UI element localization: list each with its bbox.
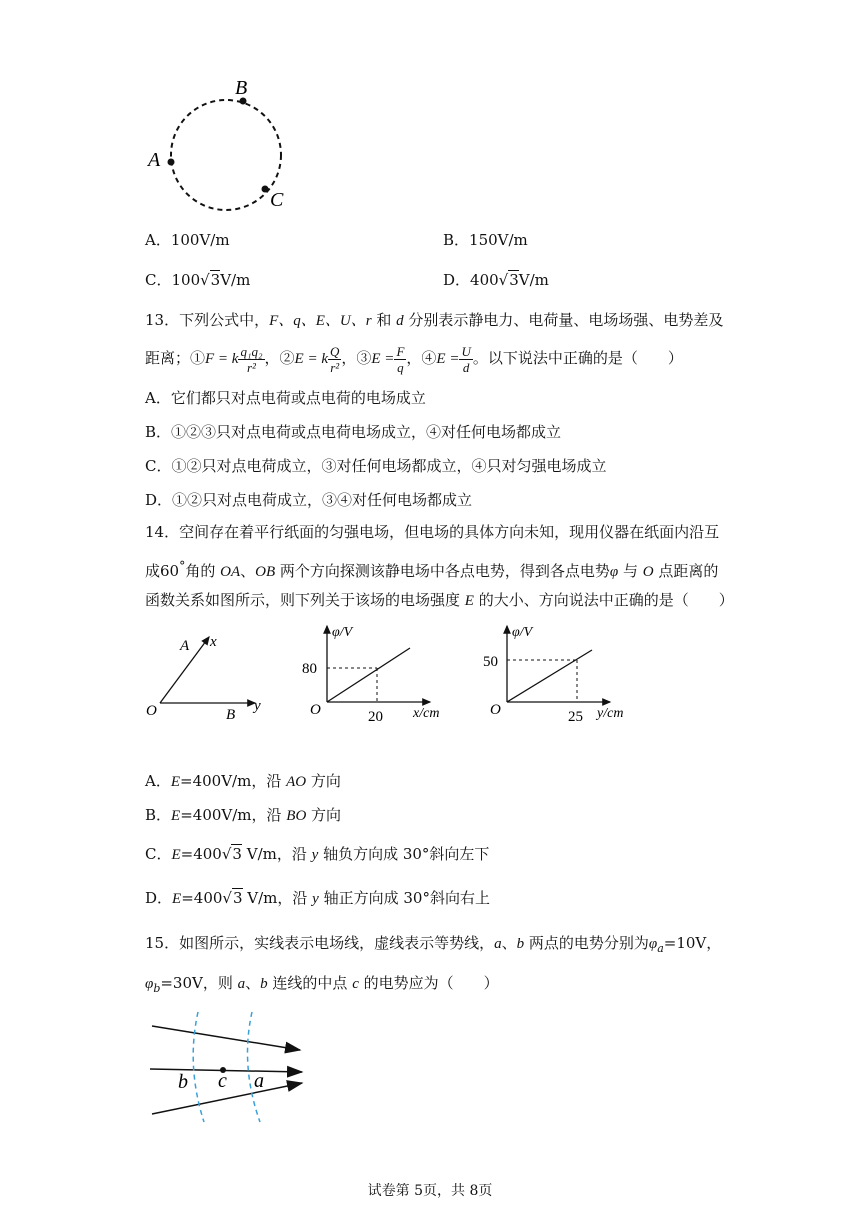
label-a: A <box>148 149 161 171</box>
svg-text:y: y <box>254 698 261 714</box>
field-line-bottom <box>152 1083 302 1114</box>
svg-text:c: c <box>218 1070 227 1092</box>
q14-option-c[interactable]: C．E=400√3 V/m，沿 y 轴负方向成 30°斜向左下 <box>145 845 490 863</box>
svg-text:80: 80 <box>302 661 317 677</box>
q12-c-prefix: C．100 <box>145 271 201 289</box>
svg-text:O: O <box>490 702 501 718</box>
formula-1-fraction: $\frac{\text{q₁q₂}}{\text{r²}}$ <box>240 343 263 375</box>
svg-text:A: A <box>180 638 190 654</box>
formula-2-fraction: $\frac{Q}{\text{r²}}$ <box>329 343 340 375</box>
svg-text:φ/V: φ/V <box>512 625 533 640</box>
q12-d-root: 3 <box>509 271 519 289</box>
q13-option-d[interactable]: D．①②只对点电荷成立，③④对任何电场都成立 <box>145 491 473 509</box>
q12-option-b[interactable]: B．150V/m <box>443 231 528 249</box>
equipotential-a <box>248 1012 261 1122</box>
field-line-top <box>152 1026 300 1050</box>
q12-option-a[interactable]: A．100V/m <box>145 231 230 249</box>
label-b: B <box>235 77 248 99</box>
q15-line1: 15．如图所示，实线表示电场线，虚线表示等势线，a、b 两点的电势分别为$\varphi_a=10V$， <box>145 934 722 955</box>
q14-line3: 函数关系如图所示，则下列关于该场的电场强度 E 的大小、方向说法中正确的是（ ） <box>145 591 734 609</box>
svg-text:x: x <box>210 634 217 650</box>
q14-graph-y <box>480 620 640 725</box>
q15-field-figure <box>140 1010 320 1130</box>
q12-option-c[interactable]: C．100√3V/m <box>145 271 251 289</box>
svg-text:25: 25 <box>568 709 583 725</box>
q14-axes-figure <box>140 630 280 725</box>
q14-graph-x <box>300 620 460 725</box>
label-c: C <box>270 189 284 211</box>
q14-line2: 成60°角的 OA、OB 两个方向探测该静电场中各点电势，得到各点电势φ 与 O 点距离的 <box>145 558 719 580</box>
q13-line2: 距离；①F = k $\frac{\text{q₁q₂}}{\text{r²}}$ ，②E = k $\frac{Q}{\text{r²}}$ ，③E = $\frac{F}{q}$ ，④E = $\frac{U}{d}$ 。以下说法中正确的是（ ） <box>145 343 683 375</box>
svg-text:O: O <box>310 702 321 718</box>
svg-text:B: B <box>226 707 236 723</box>
formula-4-fraction: $\frac{U}{d}$ <box>461 343 471 375</box>
q12-c-unit: V/m <box>220 271 251 289</box>
q13-option-a[interactable]: A．它们都只对点电荷或点电荷的电场成立 <box>145 389 426 407</box>
q14-option-a[interactable]: A．E=400V/m，沿 AO 方向 <box>145 772 341 790</box>
q15-line2: $\varphi_b=30V$，则 a、b 连线的中点 c 的电势应为（ ） <box>145 974 499 995</box>
q12-d-prefix: D．400 <box>443 271 499 289</box>
svg-text:20: 20 <box>368 709 383 725</box>
q12-d-unit: V/m <box>518 271 549 289</box>
page-footer: 试卷第 5页，共 8页 <box>367 1183 493 1199</box>
svg-text:O: O <box>146 703 157 719</box>
svg-text:y/cm: y/cm <box>597 706 624 721</box>
svg-text:φ/V: φ/V <box>332 625 353 640</box>
q13-line1: 13．下列公式中，F、q、E、U、r 和 d 分别表示静电力、电荷量、电场场强、电势差及 <box>145 311 724 329</box>
svg-text:a: a <box>254 1070 264 1092</box>
q14-line1: 14．空间存在着平行纸面的匀强电场，但电场的具体方向未知，现用仪器在纸面内沿互 <box>145 523 720 541</box>
q14-option-b[interactable]: B．E=400V/m，沿 BO 方向 <box>145 806 342 824</box>
svg-text:x/cm: x/cm <box>413 706 440 721</box>
point-c <box>262 186 269 193</box>
svg-text:b: b <box>178 1071 188 1093</box>
svg-text:50: 50 <box>483 654 498 670</box>
q14-option-d[interactable]: D．E=400√3 V/m，沿 y 轴正方向成 30°斜向右上 <box>145 889 490 907</box>
q12-option-d[interactable]: D．400√3V/m <box>443 271 549 289</box>
phi-y-line <box>507 650 592 702</box>
point-a <box>168 159 175 166</box>
q12-c-root: 3 <box>210 271 221 289</box>
q13-option-b[interactable]: B．①②③只对点电荷或点电荷电场成立，④对任何电场都成立 <box>145 423 562 441</box>
circle-figure <box>140 74 300 214</box>
phi-x-line <box>327 648 410 702</box>
formula-3-fraction: $\frac{F}{q}$ <box>396 343 405 375</box>
q13-option-c[interactable]: C．①②只对点电荷成立，③对任何电场都成立，④只对匀强电场成立 <box>145 457 607 475</box>
